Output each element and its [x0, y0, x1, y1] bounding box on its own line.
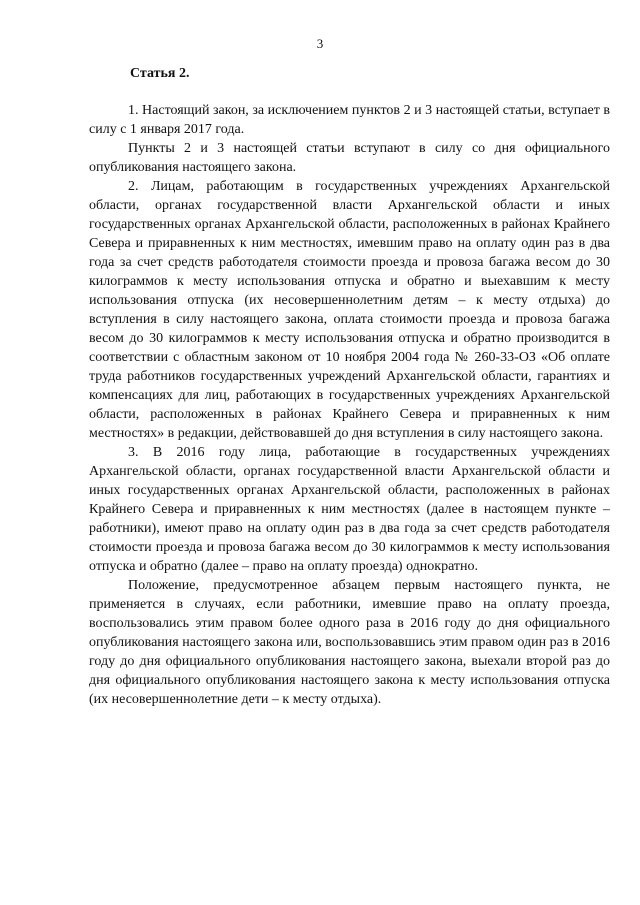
paragraph-2: 2. Лицам, работающим в государственных учреждениях Архангельской области, органах государственной власти Архангельской области и иных государственных органах Архангельской области, расположенных в районах Крайнего Севера и приравненных к ним местностях, имевшим право на оплату один раз в два года за счет средств работодателя стоимости проезда и провоза багажа весом до 30 килограммов к месту использования отпуска и обратно и выехавшим к месту использования отпуска (их несовершеннолетним детям – к месту отдыха) до вступления в силу настоящего закона, оплата стоимости проезда и провоза багажа весом до 30 килограммов к месту использования отпуска и обратно производится в соответствии с областным законом от 10 ноября 2004 года № 260-33-ОЗ «Об оплате труда работников государственных учреждений Архангельской области, гарантиях и компенсациях для лиц, работающих в государственных учреждениях Архангельской области, расположенных в районах Крайнего Севера и приравненных к ним местностях» в редакции, действовавшей до дня вступления в силу настоящего закона.	[89, 179, 610, 441]
article-paragraphs	[89, 101, 610, 709]
paragraph-3-1: 3. В 2016 году лица, работающие в государственных учреждениях Архангельской области, органах государственной власти Архангельской области и иных государственных органах Архангельской области, расположенных в районах Крайнего Севера и приравненных к ним местностях (далее в настоящем пункте – работники), имеют право на оплату один раз в два года за счет средств работодателя стоимости проезда и провоза багажа весом до 30 килограммов к месту использования отпуска и обратно (далее – право на оплату проезда) однократно.	[89, 445, 610, 574]
paragraph-1-1: 1. Настоящий закон, за исключением пунктов 2 и 3 настоящей статьи, вступает в силу с 1 января 2017 года.	[89, 103, 610, 137]
document-body	[89, 64, 610, 709]
paragraph-3-2: Положение, предусмотренное абзацем первым настоящего пункта, не применяется в случаях, если работники, имевшие право на оплату проезда, воспользовались этим правом более одного раза в 2016 году до дня официального опубликования настоящего закона или, воспользовавшись этим правом один раз в 2016 году до дня официального опубликования настоящего закона, выехали второй раз до дня официального опубликования настоящего закона к месту использования отпуска (их несовершеннолетние дети – к месту отдыха).	[89, 578, 610, 707]
paragraph-1-2: Пункты 2 и 3 настоящей статьи вступают в силу со дня официального опубликования настоящего закона.	[89, 141, 610, 175]
page-number: 3	[316, 36, 324, 51]
article-title: Статья 2.	[130, 66, 190, 81]
